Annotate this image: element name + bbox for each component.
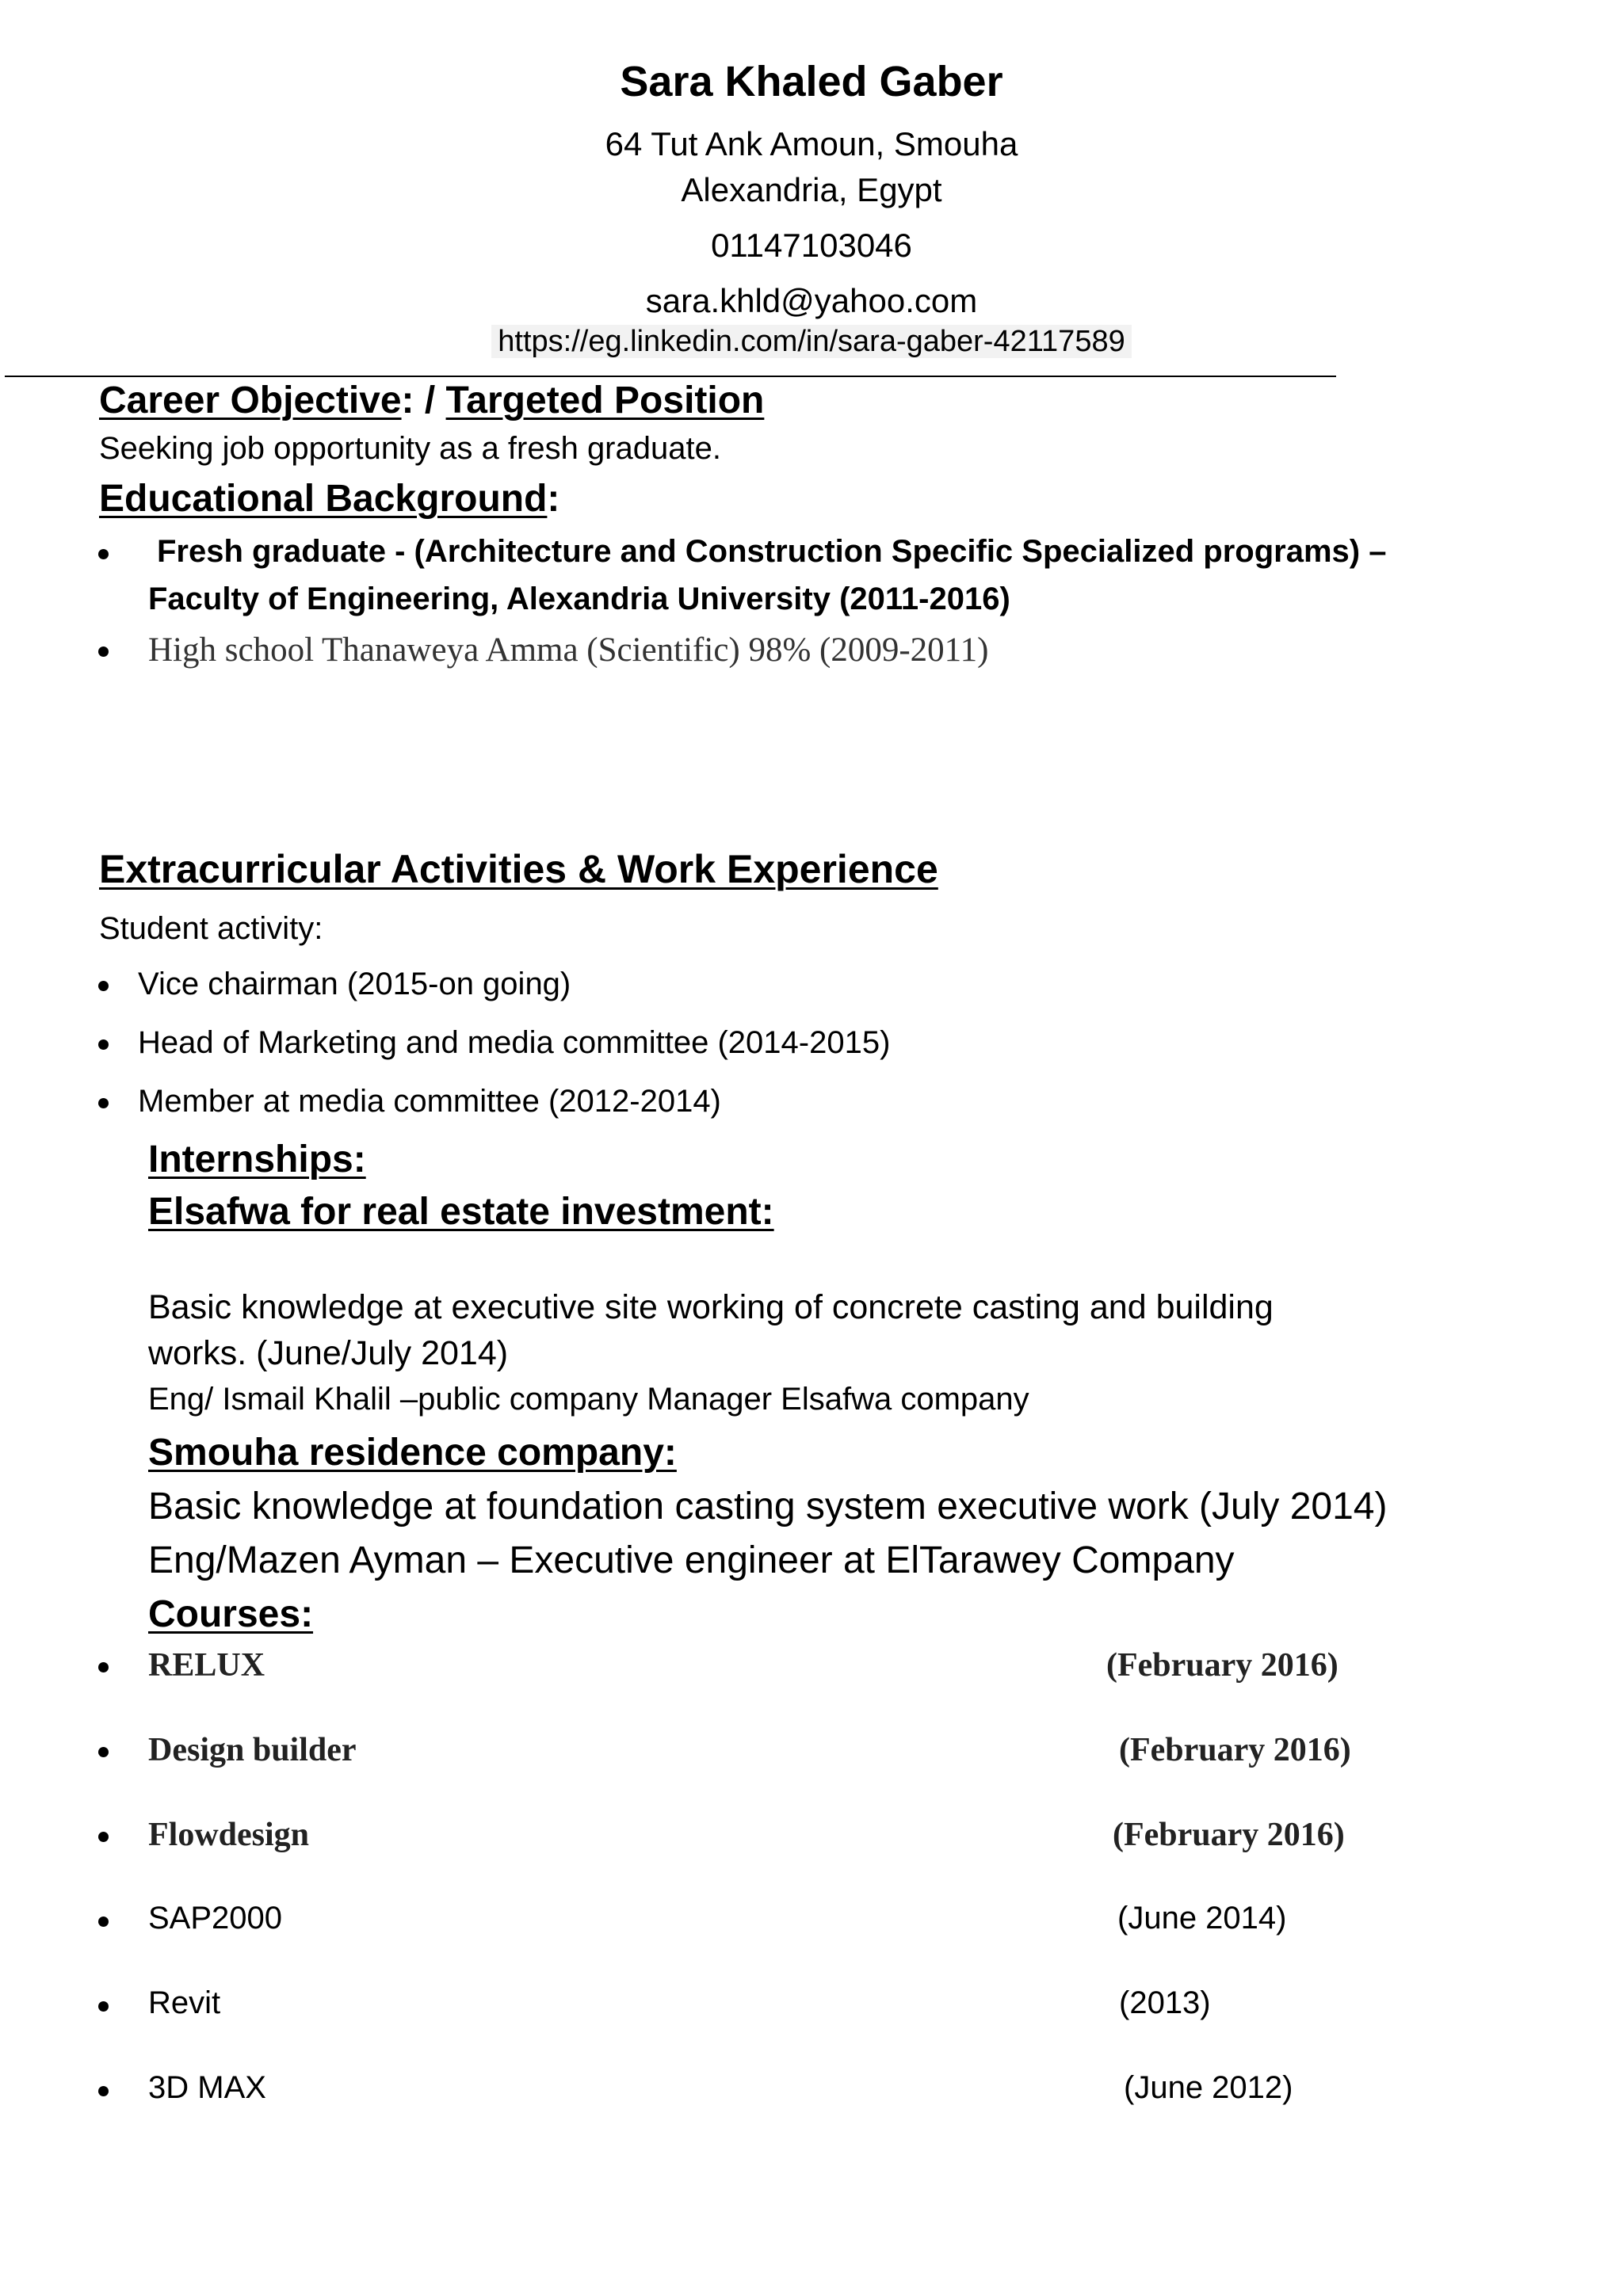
course-date-6: (June 2012) xyxy=(1124,2070,1293,2105)
objective-heading-b: Targeted Position xyxy=(445,379,765,421)
email-address: sara.khld@yahoo.com xyxy=(645,282,978,319)
activity-bullet-2 xyxy=(98,1039,109,1050)
activity-item-1: Vice chairman (2015-on going) xyxy=(138,967,571,1001)
course-date-1: (February 2016) xyxy=(1106,1647,1338,1684)
linkedin-link-wrap xyxy=(0,325,1623,359)
courses-heading: Courses: xyxy=(148,1593,314,1635)
activity-bullet-3 xyxy=(98,1098,109,1108)
education-bullet-1 xyxy=(98,549,109,559)
address-line-2: Alexandria, Egypt xyxy=(681,171,942,208)
linkedin-link[interactable]: https://eg.linkedin.com/in/sara-gaber-42117589 xyxy=(491,325,1131,358)
activity-item-2: Head of Marketing and media committee (2014-2015) xyxy=(138,1025,891,1060)
internships-heading: Internships: xyxy=(148,1138,366,1180)
objective-text: Seeking job opportunity as a fresh graduate. xyxy=(99,431,721,466)
course-bullet-3 xyxy=(98,1832,109,1842)
education-heading xyxy=(99,477,559,521)
course-date-5: (2013) xyxy=(1119,1985,1211,2020)
company1-desc-line-1: Basic knowledge at executive site working of concrete casting and building xyxy=(148,1288,1274,1326)
objective-heading-sep: : / xyxy=(401,379,446,421)
objective-heading xyxy=(99,379,764,422)
name-heading: Sara Khaled Gaber xyxy=(620,58,1003,105)
education-heading-colon: : xyxy=(547,478,560,520)
education-bullet-2 xyxy=(98,646,109,657)
company1-name: Elsafwa for real estate investment: xyxy=(148,1191,774,1233)
address-line-1: 64 Tut Ank Amoun, Smouha xyxy=(605,125,1018,162)
course-name-4: SAP2000 xyxy=(148,1901,283,1936)
education-item-2: High school Thanaweya Amma (Scientific) 98% (2009-2011) xyxy=(148,631,989,669)
course-name-2: Design builder xyxy=(148,1732,357,1768)
course-bullet-2 xyxy=(98,1747,109,1757)
course-date-2: (February 2016) xyxy=(1119,1732,1351,1768)
education-heading-text: Educational Background xyxy=(99,478,548,520)
company2-contact: Eng/Mazen Ayman – Executive engineer at ElTarawey Company xyxy=(148,1539,1235,1581)
course-bullet-6 xyxy=(98,2086,109,2096)
company1-desc-line-2: works. (June/July 2014) xyxy=(148,1334,509,1372)
education-item-1-line-1: Fresh graduate - (Architecture and Construction Specific Specialized programs) – xyxy=(157,534,1387,569)
course-name-3: Flowdesign xyxy=(148,1817,310,1853)
course-name-5: Revit xyxy=(148,1985,221,2020)
course-name-1: RELUX xyxy=(148,1647,265,1684)
course-date-4: (June 2014) xyxy=(1117,1901,1287,1936)
company2-desc: Basic knowledge at foundation casting system executive work (July 2014) xyxy=(148,1486,1388,1527)
company2-name: Smouha residence company: xyxy=(148,1432,677,1474)
activities-intro: Student activity: xyxy=(99,911,323,946)
course-bullet-1 xyxy=(98,1662,109,1672)
company1-contact: Eng/ Ismail Khalil –public company Manager Elsafwa company xyxy=(148,1382,1029,1417)
course-bullet-4 xyxy=(98,1917,109,1927)
course-name-6: 3D MAX xyxy=(148,2070,266,2105)
header-divider xyxy=(5,376,1336,377)
course-bullet-5 xyxy=(98,2001,109,2012)
course-date-3: (February 2016) xyxy=(1113,1817,1345,1853)
phone-number: 01147103046 xyxy=(711,227,912,264)
education-item-1-line-2: Faculty of Engineering, Alexandria University (2011-2016) xyxy=(148,582,1010,616)
objective-heading-a: Career Objective xyxy=(99,379,402,421)
activities-heading: Extracurricular Activities & Work Experience xyxy=(99,847,938,891)
activity-item-3: Member at media committee (2012-2014) xyxy=(138,1084,721,1119)
activity-bullet-1 xyxy=(98,981,109,991)
